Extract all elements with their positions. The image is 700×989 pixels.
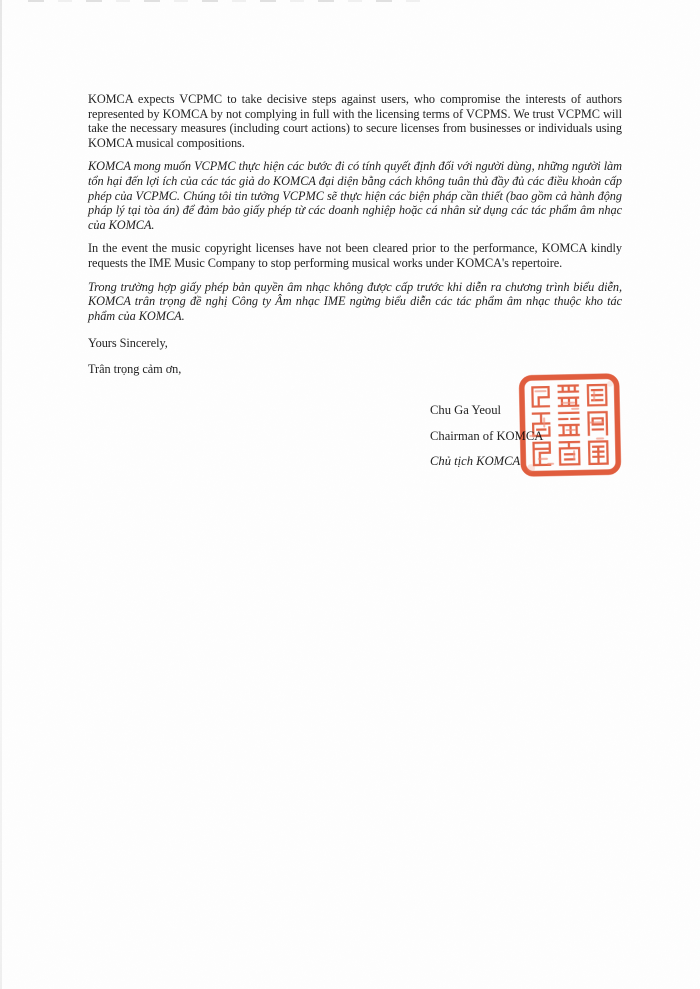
closing-vietnamese: Trân trọng cảm ơn, bbox=[88, 361, 182, 376]
paragraph-vietnamese-2: Trong trường hợp giấy phép bản quyền âm nhạc không được cấp trước khi diễn ra chương trình biểu diễn, KOMCA trân trọng đề nghị Công ty Âm nhạc IME ngừng biểu diễn các tác phẩm âm nhạc thuộc kho tác phẩm của KOMCA. bbox=[88, 279, 622, 323]
letter-body bbox=[88, 92, 622, 377]
closing-english: Yours Sincerely, bbox=[88, 336, 168, 351]
paragraph-vietnamese-1: KOMCA mong muốn VCPMC thực hiện các bước đi có tính quyết định đối với người dùng, những người làm tổn hại đến lợi ích của các tác giả do KOMCA đại diện bằng cách không tuân thủ đầy đủ các điều khoản cấp phép của VCPMC. Chúng tôi tin tưởng VCPMC sẽ thực hiện các biện pháp cần thiết (bao gồm cả hành động pháp lý tại tòa án) để đảm bảo giấy phép từ các doanh nghiệp hoặc cá nhân sử dụng các tác phẩm âm nhạc của KOMCA. bbox=[88, 159, 622, 232]
komca-red-seal-stamp bbox=[517, 371, 623, 479]
signatory-title-english: Chairman of KOMCA bbox=[430, 428, 544, 443]
signatory-name: Chu Ga Yeoul bbox=[430, 403, 502, 417]
paragraph-english-1: KOMCA expects VCPMC to take decisive steps against users, who compromise the interests of authors represented by KOMCA by not complying in full with the licensing terms of VCPMS. We trust VCPMC will take the necessary measures (including court actions) to secure licenses from businesses or individuals using KOMCA musical compositions. bbox=[88, 92, 622, 150]
scan-artifact-top-edge bbox=[28, 0, 428, 2]
signatory-title-vietnamese: Chủ tịch KOMCA bbox=[430, 454, 521, 468]
paragraph-english-2: In the event the music copyright licenses have not been cleared prior to the performance, KOMCA kindly requests the IME Music Company to stop performing musical works under KOMCA's repertoire. bbox=[88, 241, 622, 270]
scan-artifact-left-edge bbox=[0, 0, 2, 989]
